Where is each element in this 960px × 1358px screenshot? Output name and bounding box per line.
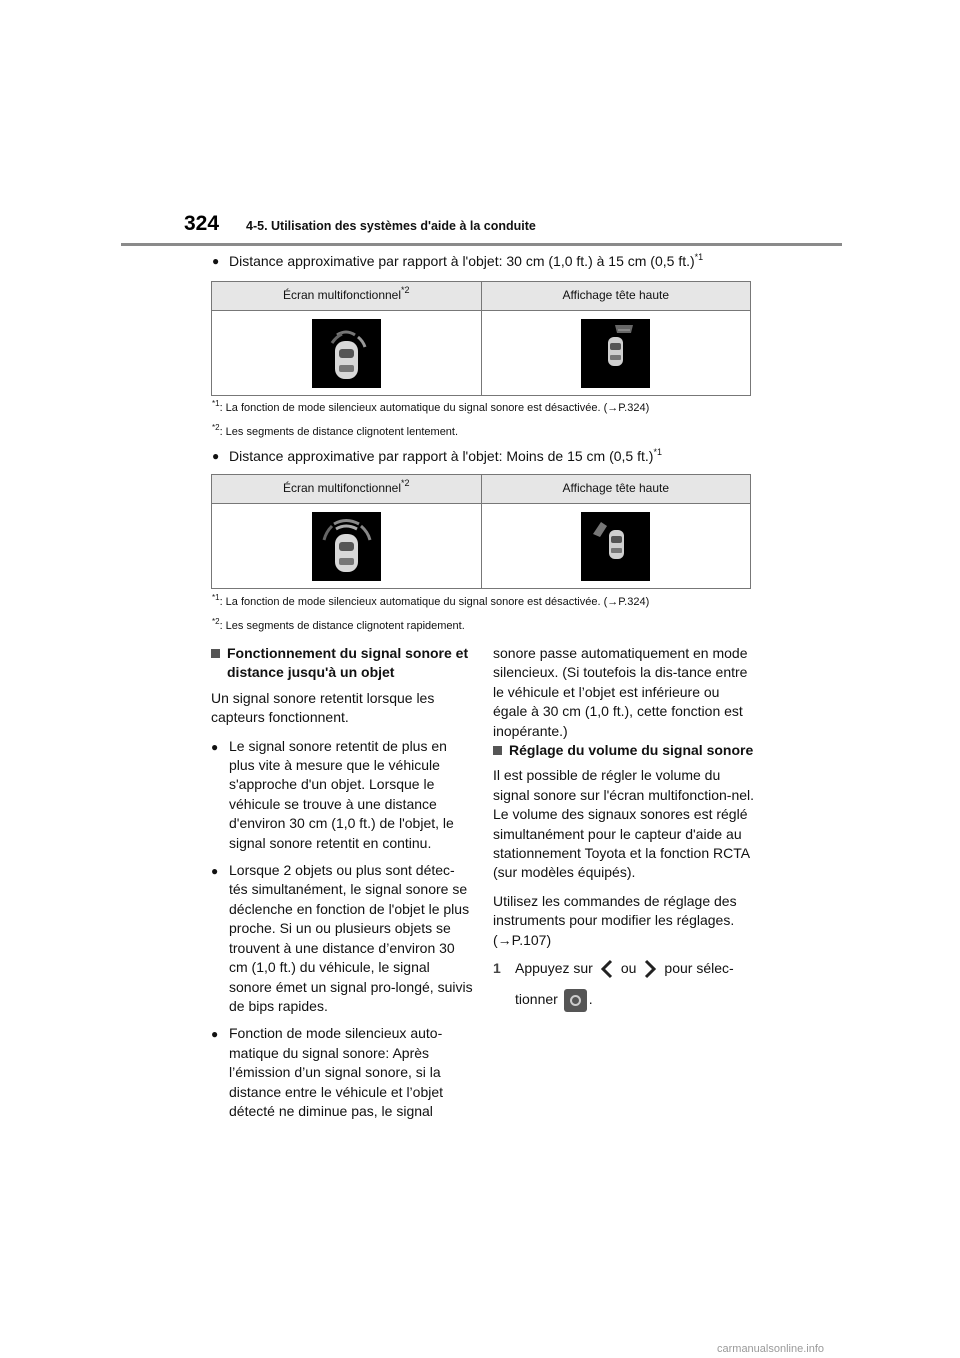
step-number: 1 [493, 960, 501, 977]
table-body [212, 504, 750, 588]
step-1-continuation: tionner . [515, 989, 755, 1012]
bullet-dot: ● [212, 449, 220, 463]
heading-square-icon [493, 746, 502, 755]
left-column [211, 644, 473, 1129]
header-hud: Affichage tête haute [481, 282, 751, 310]
bullet-distance-2: ● Distance approximative par rapport à l'objet: Moins de 15 cm (0,5 ft.)$^{*1}$ [212, 447, 662, 464]
footnote-2b: $^{*2}$: Les segments de distance clignotent rapidement. [212, 617, 465, 632]
table-distance-2 [211, 474, 751, 589]
header-multifunction: Écran multifonctionnel$^{*2}$ [282, 478, 410, 495]
section-title: 4-5. Utilisation des systèmes d'aide à la conduite [246, 219, 536, 233]
footnote-1a: $^{*1}$: La fonction de mode silencieux automatique du signal sonore est désactivée. (→P.324) [212, 399, 650, 414]
footnote-1b: $^{*2}$: Les segments de distance clignotent lentement. [212, 423, 459, 438]
heading-square-icon [211, 649, 220, 658]
list-item: ● Fonction de mode silencieux auto-matique du signal sonore: Après l’émission d’un signal sonore, si la distance entre le véhicule et l’objet détecté ne diminue pas, le signal [211, 1024, 473, 1121]
volume-paragraph-1: Il est possible de régler le volume du signal sonore sur l'écran multifonction-nel. Le volume des signaux sonores est réglé simultanément pour le capteur d'aide au stationnement Toyota et la fonction RCTA (sur modèles équipés). [493, 767, 755, 881]
chevron-right-icon [644, 959, 656, 979]
footnote-2a: $^{*1}$: La fonction de mode silencieux automatique du signal sonore est désactivée. (→P.324) [212, 593, 650, 608]
table-header [212, 475, 750, 504]
list-item: ● Le signal sonore retentit de plus en plus vite à mesure que le véhicule s'approche d'un objet. Lorsque le véhicule se trouve à une distance d'environ 30 cm (1,0 ft.) de l'objet, le signal sonore retentit en continu. [211, 737, 473, 853]
table-header [212, 282, 750, 311]
cell-multifunction-image [212, 311, 481, 395]
heading-signal-operation: Fonctionnement du signal sonore et distance jusqu'à un objet [211, 644, 473, 683]
intro-paragraph: Un signal sonore retentit lorsque les capteurs fonctionnent. [211, 689, 435, 726]
cell-hud-image [481, 311, 751, 395]
hud-display-image [581, 512, 650, 581]
continuation-text: sonore passe automatiquement en mode silencieux. (Si toutefois la dis-tance entre le véhicule et l’objet est inférieure ou égale à 30 cm (1,0 ft.), cette fonction est inopérante.) [493, 645, 748, 739]
list-item: ● Lorsque 2 objets ou plus sont détec-tés simultanément, le signal sonore se déclenche en fonction de l'objet le plus proche. Si un ou plusieurs objets se trouvent à une distance d’environ 30 cm (1,0 ft.) du véhicule, le signal sonore émet un signal pro-longé, suivis de bips rapides. [211, 861, 473, 1016]
chevron-left-icon [601, 959, 613, 979]
bullet-distance-1: ● Distance approximative par rapport à l'objet: 30 cm (1,0 ft.) à 15 cm (0,5 ft.)$^{*1}$ [212, 252, 704, 269]
watermark: carmanualsonline.info [717, 1343, 825, 1355]
volume-paragraph-2: Utilisez les commandes de réglage des instruments pour modifier les réglages. (→P.107) [493, 892, 737, 948]
cell-hud-image [481, 504, 751, 588]
bullet-dot: ● [211, 864, 219, 879]
right-column [493, 644, 755, 1012]
header-rule [121, 243, 842, 246]
bullet-dot: ● [212, 254, 220, 268]
page-number: 324 [184, 212, 220, 235]
multifunction-display-image [312, 319, 381, 388]
header-multifunction: Écran multifonctionnel$^{*2}$ [282, 285, 410, 302]
gear-icon [564, 989, 587, 1012]
step-1: 1 Appuyez sur ou pour sélec- [493, 959, 755, 979]
header-hud: Affichage tête haute [481, 475, 751, 503]
heading-volume-adjust: Réglage du volume du signal sonore [493, 741, 755, 760]
table-body [212, 311, 750, 395]
cell-multifunction-image [212, 504, 481, 588]
bullet-dot: ● [211, 739, 219, 754]
multifunction-display-image [312, 512, 381, 581]
table-distance-1 [211, 281, 751, 396]
bullet-dot: ● [211, 1027, 219, 1042]
hud-display-image [581, 319, 650, 388]
